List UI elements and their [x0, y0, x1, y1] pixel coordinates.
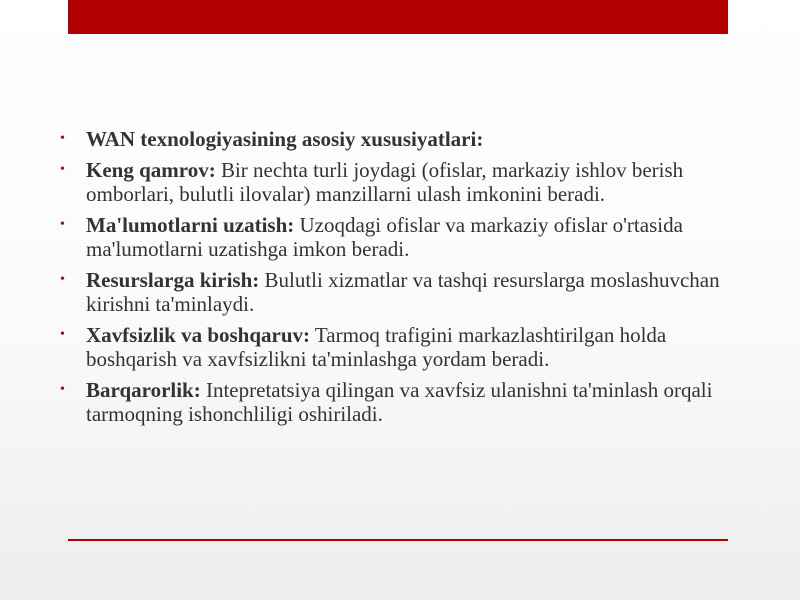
item-term: WAN texnologiyasining asosiy xususiyatlari:	[86, 127, 484, 151]
item-text: Intepretatsiya qilingan va xavfsiz ulanishni ta'minlash orqali tarmoqning ishonchliligi oshiriladi.	[86, 377, 713, 426]
item-text: Tarmoq trafigini markazlashtirilgan holda boshqarish va xavfsizlikni ta'minlashga yordam beradi.	[86, 322, 667, 371]
list-item	[60, 213, 760, 262]
slide-body	[60, 127, 760, 433]
list-item	[60, 323, 760, 372]
list-item	[60, 158, 760, 207]
bullet-icon: •	[60, 216, 65, 232]
list-item	[60, 378, 760, 427]
bullet-icon: •	[60, 271, 65, 287]
bullet-icon: •	[60, 161, 65, 177]
item-term: Resurslarga kirish:	[86, 267, 260, 292]
bullet-icon: •	[60, 381, 65, 397]
item-term: Keng qamrov:	[86, 157, 216, 182]
item-text: Bir nechta turli joydagi (ofislar, markaziy ishlov berish omborlari, bulutli ilovalar) manzillarni ulash imkonini beradi.	[86, 157, 684, 206]
item-term: Ma'lumotlarni uzatish:	[86, 212, 295, 237]
bullet-list	[60, 127, 760, 427]
item-term: Barqarorlik:	[86, 377, 201, 402]
item-term: Xavfsizlik va boshqaruv:	[86, 322, 311, 347]
bullet-icon: •	[60, 326, 65, 342]
top-accent-bar	[68, 0, 728, 34]
bullet-icon: •	[60, 131, 65, 146]
list-item	[60, 268, 760, 317]
item-text: Uzoqdagi ofislar va markaziy ofislar o'rtasida ma'lumotlarni uzatishga imkon beradi.	[86, 212, 683, 261]
item-text: Bulutli xizmatlar va tashqi resurslarga moslashuvchan kirishni ta'minlaydi.	[86, 267, 720, 316]
list-item	[60, 127, 760, 152]
bottom-divider	[68, 539, 728, 541]
